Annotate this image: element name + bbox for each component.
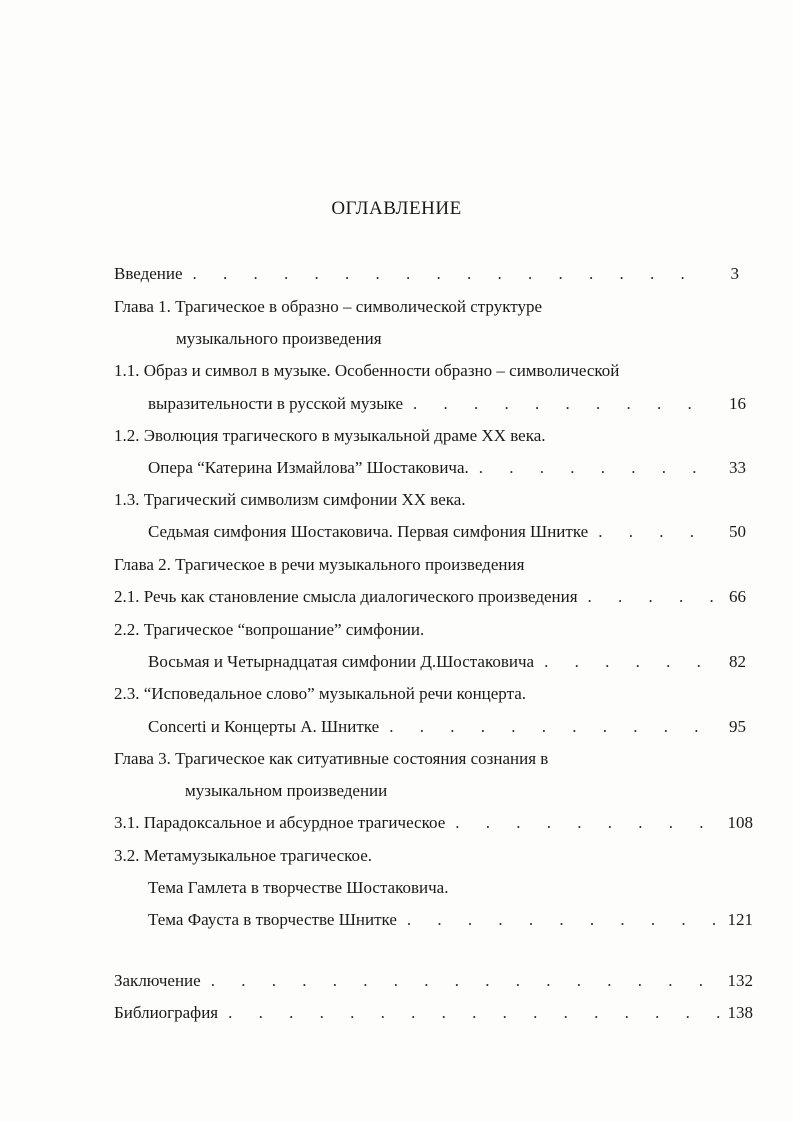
toc-entry-1-1 xyxy=(148,393,746,415)
toc-entry-bibliography xyxy=(114,1002,753,1024)
toc-section-heading: 1.1. Образ и символ в музыке. Особенности образно – символической xyxy=(114,361,620,380)
toc-entry-2-1 xyxy=(114,586,746,608)
toc-entry-1-3 xyxy=(148,521,746,543)
toc-page-number: 82 xyxy=(729,652,746,671)
toc-section-heading: 2.2. Трагическое “вопрошание” симфонии. xyxy=(114,620,425,639)
toc-page-number: 3 xyxy=(730,264,739,283)
toc-chapter-heading-cont: музыкальном произведении xyxy=(185,781,388,800)
toc-section-heading: 2.3. “Исповедальное слово” музыкальной речи концерта. xyxy=(114,684,527,703)
toc-leader-dots xyxy=(455,812,721,834)
toc-chapter-heading-cont: музыкального произведения xyxy=(176,329,382,348)
toc-page-number: 33 xyxy=(729,458,746,477)
toc-label: Concerti и Концерты А. Шнитке xyxy=(148,717,380,736)
toc-chapter-heading: Глава 2. Трагическое в речи музыкального произведения xyxy=(114,555,525,574)
toc-entry-3-2 xyxy=(148,909,753,931)
toc-page-number: 132 xyxy=(727,971,753,990)
toc-label: Библиография xyxy=(114,1003,219,1022)
toc-label: Тема Фауста в творчестве Шнитке xyxy=(148,910,397,929)
page-title: ОГЛАВЛЕНИЕ xyxy=(331,198,462,219)
toc-label: Восьмая и Четырнадцатая симфонии Д.Шостаковича xyxy=(148,652,535,671)
toc-section-subline: Тема Гамлета в творчестве Шостаковича. xyxy=(148,878,449,897)
toc-label: 3.1. Парадоксальное и абсурдное трагическое xyxy=(114,813,446,832)
toc-entry-1-2 xyxy=(148,457,746,479)
toc-leader-dots xyxy=(598,521,716,543)
toc-entry-2-2 xyxy=(148,651,746,673)
toc-label: Седьмая симфония Шостаковича. Первая симфония Шнитке xyxy=(148,522,589,541)
toc-page-number: 50 xyxy=(729,522,746,541)
toc-leader-dots xyxy=(413,393,716,415)
toc-leader-dots xyxy=(228,1002,721,1024)
toc-leader-dots xyxy=(389,716,716,738)
toc-label: 2.1. Речь как становление смысла диалогического произведения xyxy=(114,587,578,606)
toc-entry-3-1 xyxy=(114,812,753,834)
toc-label: Опера “Катерина Измайлова” Шостаковича. xyxy=(148,458,469,477)
toc-entry-conclusion xyxy=(114,970,753,992)
toc-section-heading: 1.2. Эволюция трагического в музыкальной драме XX века. xyxy=(114,426,546,445)
toc-label: Заключение xyxy=(114,971,201,990)
toc-page-number: 95 xyxy=(729,717,746,736)
toc-page-number: 108 xyxy=(727,813,753,832)
toc-leader-dots xyxy=(407,909,722,931)
toc-page-number: 121 xyxy=(727,910,753,929)
toc-entry-2-3 xyxy=(148,716,746,738)
toc-leader-dots xyxy=(479,457,716,479)
toc-section-heading: 1.3. Трагический символизм симфонии XX века. xyxy=(114,490,466,509)
toc-chapter-heading: Глава 3. Трагическое как ситуативные состояния сознания в xyxy=(114,749,549,768)
toc-page-number: 138 xyxy=(727,1003,753,1022)
toc-entry-intro xyxy=(114,263,739,285)
toc-label: Введение xyxy=(114,264,183,283)
toc-label: выразительности в русской музыке xyxy=(148,394,404,413)
toc-leader-dots xyxy=(544,651,716,673)
toc-leader-dots xyxy=(588,586,716,608)
toc-page-number: 66 xyxy=(729,587,746,606)
toc-page-number: 16 xyxy=(729,394,746,413)
toc-section-heading: 3.2. Метамузыкальное трагическое. xyxy=(114,846,373,865)
toc-leader-dots xyxy=(193,263,709,285)
toc-chapter-heading: Глава 1. Трагическое в образно – символической структуре xyxy=(114,297,542,316)
toc-leader-dots xyxy=(211,970,722,992)
